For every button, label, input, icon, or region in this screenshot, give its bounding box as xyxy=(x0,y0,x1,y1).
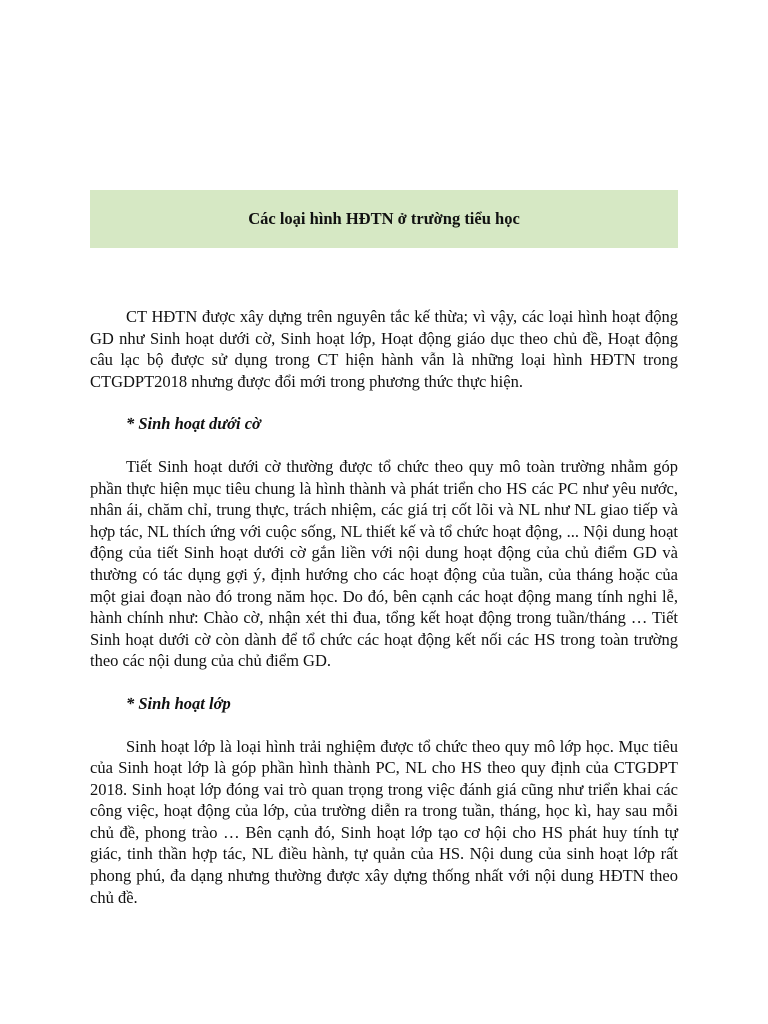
section-paragraph-sinh-hoat-lop: Sinh hoạt lớp là loại hình trải nghiệm được tổ chức theo quy mô lớp học. Mục tiêu của Sinh hoạt lớp là góp phần hình thành PC, NL cho HS theo quy định của CTGDPT 2018. Sinh hoạt lớp đóng vai trò quan trọng trong việc đánh giá cũng như triển khai các công việc, hoạt động của lớp, của trường diễn ra trong tuần, tháng, học kì, hay sau mỗi chủ đề, phong trào … Bên cạnh đó, Sinh hoạt lớp tạo cơ hội cho HS phát huy tính tự giác, tinh thần hợp tác, NL điều hành, tự quản của HS. Nội dung của sinh hoạt lớp rất phong phú, đa dạng nhưng thường được xây dựng thống nhất với nội dung HĐTN theo chủ đề. xyxy=(90,736,678,907)
intro-paragraph: CT HĐTN được xây dựng trên nguyên tắc kế thừa; vì vậy, các loại hình hoạt động GD như Sinh hoạt dưới cờ, Sinh hoạt lớp, Hoạt động giáo dục theo chủ đề, Hoạt động câu lạc bộ được sử dụng trong CT hiện hành vẫn là những loại hình HĐTN trong CTGDPT2018 nhưng được đổi mới trong phương thức thực hiện. xyxy=(90,307,678,391)
page-title: Các loại hình HĐTN ở trường tiểu học xyxy=(248,209,520,228)
section-paragraph-sinh-hoat-duoi-co: Tiết Sinh hoạt dưới cờ thường được tổ chức theo quy mô toàn trường nhằm góp phần thực hiện mục tiêu chung là hình thành và phát triển cho HS các PC như yêu nước, nhân ái, chăm chỉ, trung thực, trách nhiệm, các giá trị cốt lõi và NL như NL giao tiếp và hợp tác, NL thích ứng với cuộc sống, NL thiết kế và tổ chức hoạt động, ... Nội dung hoạt động của tiết Sinh hoạt dưới cờ gắn liền với nội dung hoạt động của chủ điểm GD và thường có tác dụng gợi ý, định hướng cho các hoạt động của tuần, của tháng hoặc của một giai đoạn nào đó trong năm học. Do đó, bên cạnh các hoạt động mang tính nghi lễ, hành chính như: Chào cờ, nhận xét thi đua, tổng kết hoạt động trong tuần/tháng … Tiết Sinh hoạt dưới cờ còn dành để tổ chức các hoạt động kết nối các HS trong toàn trường theo các nội dung của chủ điểm GD. xyxy=(90,456,678,671)
title-banner xyxy=(90,190,678,248)
section-heading-sinh-hoat-lop: * Sinh hoạt lớp xyxy=(126,693,231,713)
document-body xyxy=(90,306,678,908)
section-heading-sinh-hoat-duoi-co: * Sinh hoạt dưới cờ xyxy=(126,414,261,434)
